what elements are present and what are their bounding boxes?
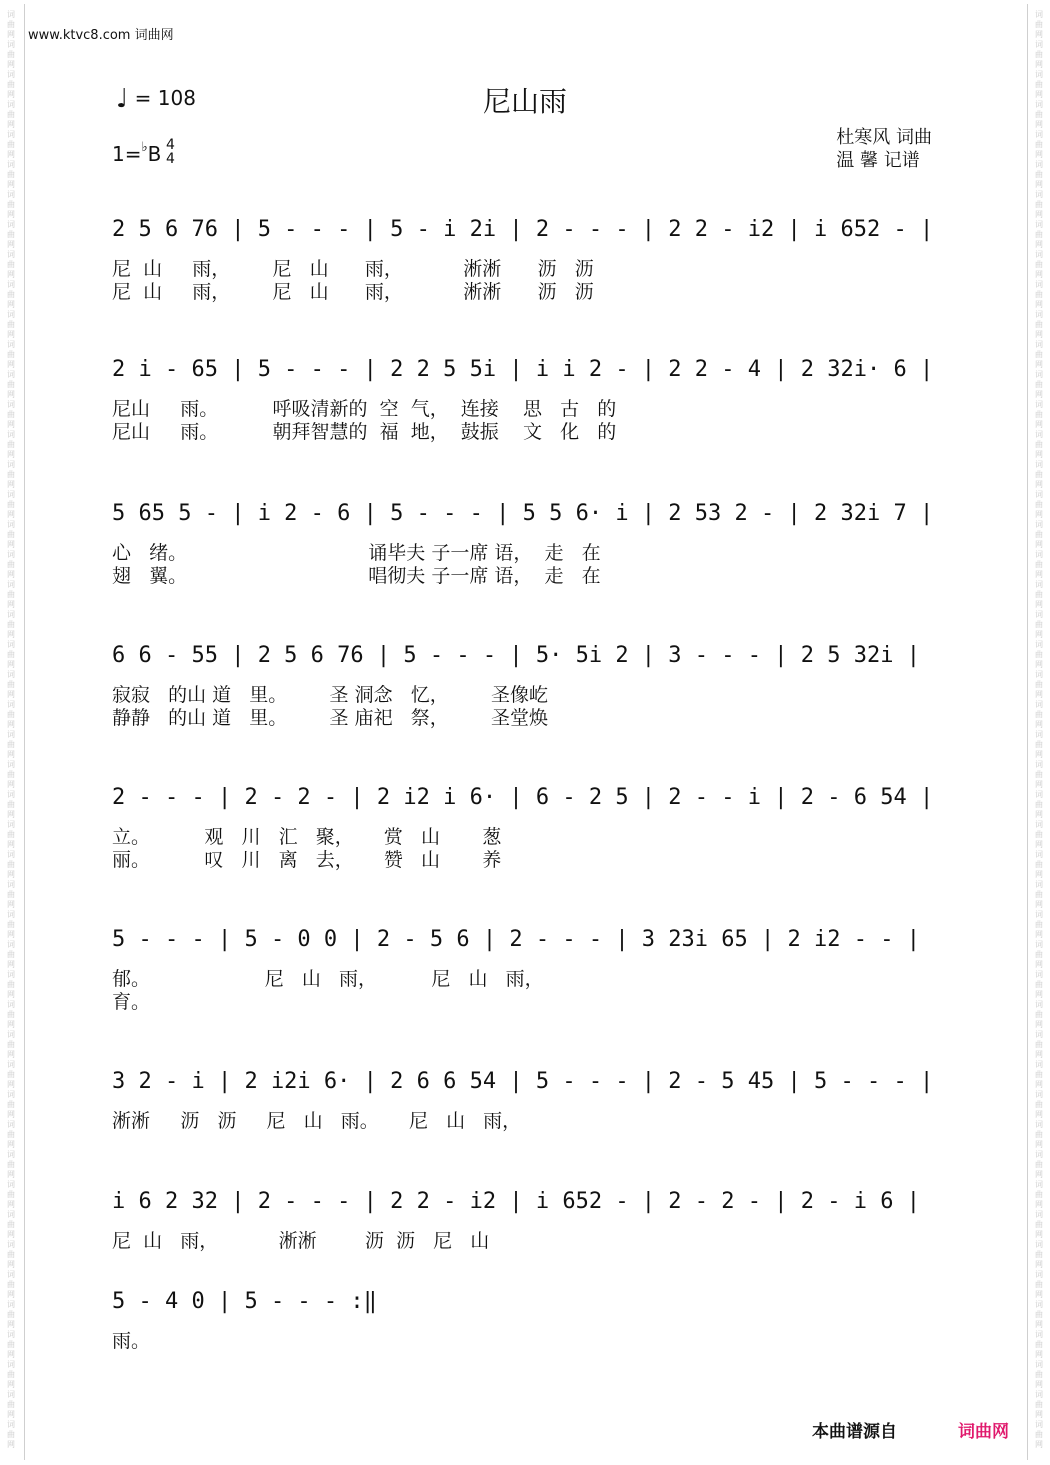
- flat-sign: ♭: [141, 140, 148, 155]
- key-signature: [112, 140, 161, 166]
- song-title: 尼山雨: [482, 85, 567, 118]
- lyric-verse-2: 丽。 叹 川 离 去， 赞 山 养: [112, 849, 502, 871]
- lyric-verse-2: 育。: [112, 991, 151, 1013]
- lyric-verse-1: 寂寂 的山 道 里。 圣 洞念 忆， 圣像屹: [112, 684, 548, 706]
- lyric-verse-1: 淅淅 沥 沥 尼 山 雨。 尼 山 雨，: [112, 1110, 522, 1132]
- staff-line-7: [112, 1058, 948, 1178]
- lyric-verse-2: 尼山 雨。 朝拜智慧的 福 地， 鼓振 文 化 的: [112, 421, 617, 443]
- notation-row: 6 6 - 55 | 2 5 6 76 | 5 - - - | 5· 5i 2 | 3 - - - | 2 5 32i |: [112, 643, 920, 668]
- staff-line-4: [112, 632, 948, 752]
- notation-row: 2 5 6 76 | 5 - - - | 5 - i 2i | 2 - - - | 2 2 - i2 | i 652 - |: [112, 217, 934, 242]
- time-signature-bottom: 4: [166, 151, 175, 167]
- footer-brand-link[interactable]: 词曲网: [958, 1422, 1009, 1442]
- notation-row: 5 - - - | 5 - 0 0 | 2 - 5 6 | 2 - - - | 3 23i 65 | 2 i2 - - |: [112, 927, 920, 952]
- lyric-verse-2: 尼 山 雨， 尼 山 雨， 淅淅 沥 沥: [112, 281, 594, 303]
- time-signature-top: 4: [166, 137, 175, 153]
- credits: [836, 126, 932, 172]
- notation-row: 2 i - 65 | 5 - - - | 2 2 5 5i | i i 2 - | 2 2 - 4 | 2 32i· 6 |: [112, 357, 934, 382]
- notation-row: 3 2 - i | 2 i2i 6· | 2 6 6 54 | 5 - - - | 2 - 5 45 | 5 - - - |: [112, 1069, 934, 1094]
- staff-line-3: [112, 490, 948, 610]
- credit-transcriber: 温 馨 记谱: [836, 150, 920, 171]
- quarter-note-icon: ♩: [116, 84, 129, 114]
- site-url[interactable]: www.ktvc8.com 词曲网: [28, 28, 174, 43]
- notation-row: 5 - 4 0 | 5 - - - :‖: [112, 1289, 377, 1314]
- staff-line-2: [112, 346, 948, 466]
- side-watermark-left: 词曲网词曲网词曲网词曲网词曲网词曲网词曲网词曲网词曲网词曲网词曲网词曲网词曲网词曲网词曲网词曲网词曲网词曲网词曲网词曲网词曲网词曲网词曲网词曲网词曲网词曲网词曲网词曲网词曲网词曲网词曲网词曲网词曲网词曲网词曲网词曲网词曲网词曲网词曲网词曲网词曲网词曲网词曲网词曲网词曲网词曲网词曲网词曲网: [7, 10, 15, 1449]
- time-signature: [166, 138, 175, 166]
- footer-source-label: 本曲谱源自: [812, 1422, 897, 1442]
- lyric-verse-1: 心 绪。 诵毕夫 子一席 语， 走 在: [112, 542, 601, 564]
- key-note: B: [147, 142, 162, 166]
- lyric-verse-2: 翅 翼。 唱彻夫 子一席 语， 走 在: [112, 565, 601, 587]
- tempo-value: = 108: [134, 86, 196, 110]
- side-watermark-right: 词曲网词曲网词曲网词曲网词曲网词曲网词曲网词曲网词曲网词曲网词曲网词曲网词曲网词曲网词曲网词曲网词曲网词曲网词曲网词曲网词曲网词曲网词曲网词曲网词曲网词曲网词曲网词曲网词曲网词曲网词曲网词曲网词曲网词曲网词曲网词曲网词曲网词曲网词曲网词曲网词曲网词曲网词曲网词曲网词曲网词曲网词曲网词曲网: [1035, 10, 1043, 1449]
- staff-line-5: [112, 774, 948, 894]
- staff-line-9: [112, 1278, 948, 1398]
- notation-row: 2 - - - | 2 - 2 - | 2 i2 i 6· | 6 - 2 5 | 2 - - i | 2 - 6 54 |: [112, 785, 934, 810]
- lyric-verse-1: 郁。 尼 山 雨， 尼 山 雨，: [112, 968, 544, 990]
- credit-lyric-music: 杜寒风 词曲: [836, 127, 932, 148]
- lyric-verse-1: 尼 山 雨， 尼 山 雨， 淅淅 沥 沥: [112, 258, 594, 280]
- lyric-verse-1: 尼山 雨。 呼吸清新的 空 气， 连接 思 古 的: [112, 398, 617, 420]
- lyric-verse-1: 立。 观 川 汇 聚， 赏 山 葱: [112, 826, 502, 848]
- key-prefix: 1=: [112, 142, 142, 166]
- notation-row: 5 65 5 - | i 2 - 6 | 5 - - - | 5 5 6· i | 2 53 2 - | 2 32i 7 |: [112, 501, 934, 526]
- lyric-verse-2: 静静 的山 道 里。 圣 庙祀 祭， 圣堂焕: [112, 707, 548, 729]
- notation-row: i 6 2 32 | 2 - - - | 2 2 - i2 | i 652 - | 2 - 2 - | 2 - i 6 |: [112, 1189, 920, 1214]
- lyric-verse-1: 尼 山 雨， 淅淅 沥 沥 尼 山: [112, 1230, 490, 1252]
- lyric-verse-1: 雨。: [112, 1330, 151, 1352]
- staff-line-1: [112, 206, 948, 326]
- staff-line-6: [112, 916, 948, 1036]
